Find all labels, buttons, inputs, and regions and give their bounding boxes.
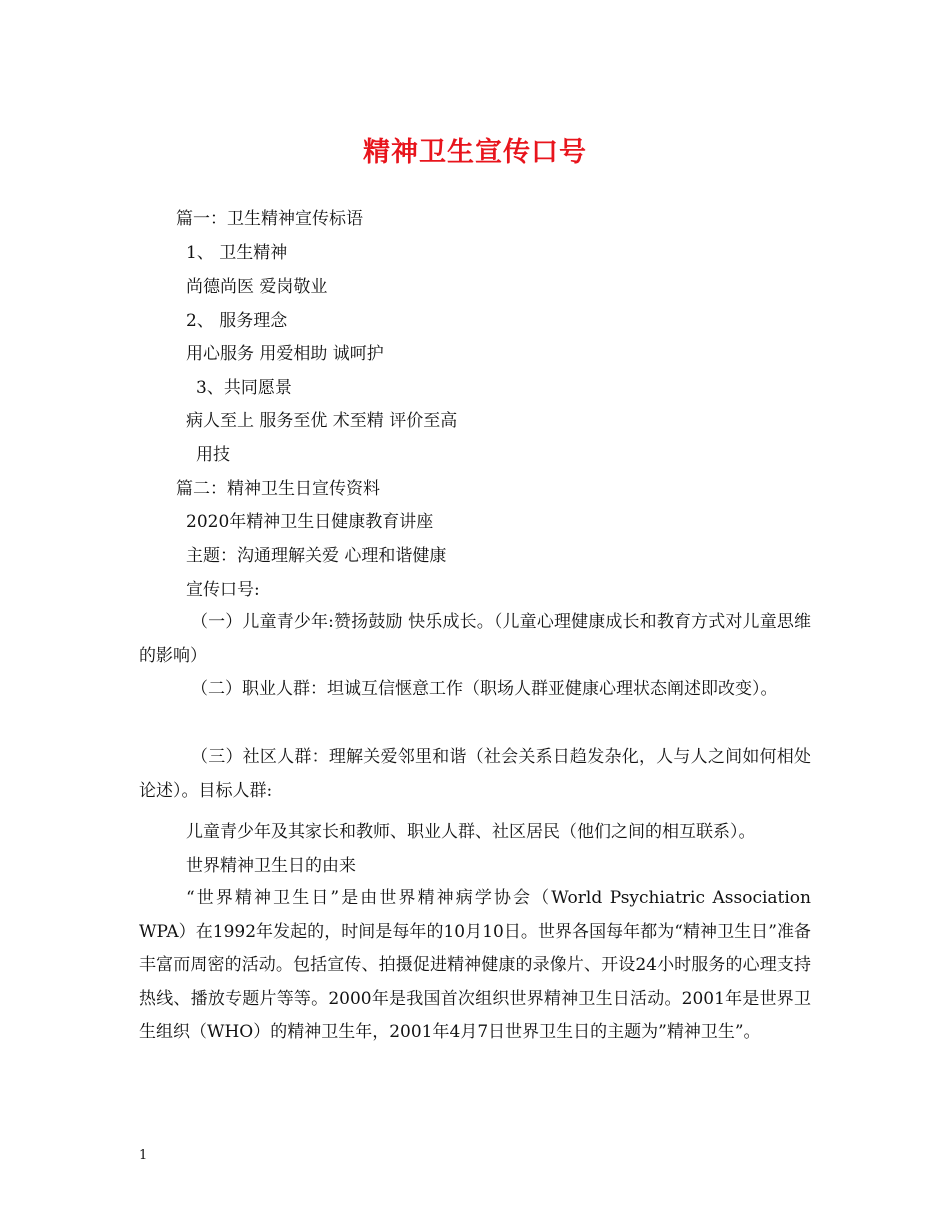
list-item-detail: 尚德尚医 爱岗敬业 (186, 277, 328, 297)
document-title: 精神卫生宣传口号 (363, 137, 587, 168)
page-number: 1 (139, 1148, 148, 1163)
section-heading-1: 篇一：卫生精神宣传标语 (176, 209, 363, 229)
paragraph: 2020年精神卫生日健康教育讲座 (186, 512, 434, 532)
list-item-detail: 病人至上 服务至优 术至精 评价至高 (186, 411, 458, 431)
section-heading-2: 篇二：精神卫生日宣传资料 (176, 479, 380, 499)
list-item: 1、 卫生精神 (186, 243, 288, 263)
list-item-detail: 用技 (196, 445, 230, 465)
paragraph: 主题：沟通理解关爱 心理和谐健康 (186, 546, 447, 566)
paragraph: 儿童青少年及其家长和教师、职业人群、社区居民（他们之间的相互联系）。 (186, 822, 756, 842)
list-item: 2、 服务理念 (186, 311, 288, 331)
paragraph: （二）职业人群：坦诚互信惬意工作（职场人群亚健康心理状态阐述即改变）。 (191, 679, 778, 699)
list-item-detail: 用心服务 用爱相助 诚呵护 (186, 344, 384, 364)
paragraph: “世界精神卫生日”是由世界精神病学协会（World Psychiatric Association WPA）在1992年发起的，时间是每年的10月10日。世界各国每年都为“精神卫生日”准备丰富而周密的活动。包括宣传、拍摄促进精神健康的录像片、开设24小时服务的心理支持热线、播放专题片等等。2000年是我国首次组织世界精神卫生日活动。2001年是世界卫生组织（WHO）的精神卫生年，2001年4月7日世界卫生日的主题为”精神卫生”。 (139, 888, 811, 1042)
paragraph: （三）社区人群：理解关爱邻里和谐（社会关系日趋发杂化，人与人之间如何相处论述）。目标人群: (139, 747, 811, 801)
subheading: 世界精神卫生日的由来 (186, 856, 356, 876)
list-item: 3、共同愿景 (196, 378, 292, 398)
paragraph: （一）儿童青少年:赞扬鼓励 快乐成长。（儿童心理健康成长和教育方式对儿童思维的影响） (139, 612, 811, 666)
paragraph: 宣传口号: (186, 580, 260, 600)
